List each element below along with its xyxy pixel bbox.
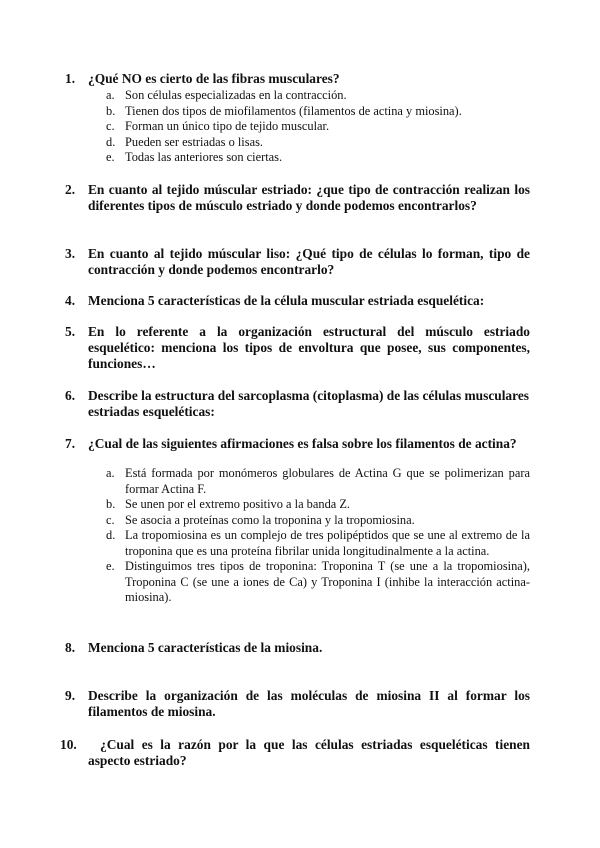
question-1-options — [106, 88, 530, 166]
question-number: 6. — [65, 388, 76, 403]
option-letter: d. — [106, 528, 116, 542]
option-letter: b. — [106, 103, 116, 118]
question-2 — [65, 182, 530, 214]
option-letter: d. — [106, 134, 116, 149]
question-text: ¿Cual es la razón por la que las células estriadas esqueléticas tienen aspecto estriado? — [88, 737, 530, 768]
question-number: 7. — [65, 436, 76, 451]
question-number: 8. — [65, 640, 76, 655]
question-10 — [60, 737, 530, 769]
question-1 — [65, 71, 530, 87]
option-letter: c. — [106, 512, 115, 527]
question-text: Describe la estructura del sarcoplasma (citoplasma) de las células musculares estriadas esqueléticas: — [88, 388, 529, 419]
option-d — [106, 134, 530, 151]
option-text: Está formada por monómeros globulares de Actina G que se polimerizan para formar Actina F. — [125, 466, 530, 496]
option-text: Todas las anteriores son ciertas. — [125, 150, 283, 164]
option-letter: b. — [106, 497, 116, 511]
option-letter: a. — [106, 466, 115, 480]
question-text: ¿Cual de las siguientes afirmaciones es falsa sobre los filamentos de actina? — [88, 436, 517, 451]
option-d — [106, 528, 530, 559]
question-5 — [65, 324, 530, 372]
question-7 — [65, 436, 530, 452]
question-text: Menciona 5 características de la célula muscular estriada esquelética: — [88, 293, 485, 308]
option-text: Tienen dos tipos de miofilamentos (filamentos de actina y miosina). — [125, 103, 462, 118]
question-number: 10. — [60, 737, 77, 752]
option-c — [106, 119, 530, 135]
question-9 — [65, 688, 530, 720]
option-text: Pueden ser estriadas o lisas. — [125, 134, 263, 149]
question-text: En cuanto al tejido múscular estriado: ¿que tipo de contracción realizan los diferentes tipos de músculo estriado y donde podemos encontrarlos? — [88, 182, 530, 213]
question-text: En cuanto al tejido múscular liso: ¿Qué tipo de células lo forman, tipo de contracción y donde podemos encontrarlo? — [88, 246, 530, 277]
question-text: Describe la organización de las moléculas de miosina II al formar los filamentos de miosina. — [88, 688, 530, 719]
option-text: Se asocia a proteínas como la troponina y la tropomiosina. — [125, 512, 415, 527]
option-letter: e. — [106, 559, 115, 573]
question-3 — [65, 246, 530, 278]
option-b — [106, 103, 530, 120]
option-letter: a. — [106, 88, 115, 102]
question-6 — [65, 388, 530, 420]
option-text: Son células especializadas en la contracción. — [125, 88, 347, 102]
question-number: 9. — [65, 688, 76, 703]
option-text: La tropomiosina es un complejo de tres polipéptidos que se une al extremo de la troponina que es una proteína fibrilar unida longitudinalmente a la actina. — [125, 528, 530, 558]
option-e — [106, 559, 530, 606]
question-number: 4. — [65, 293, 76, 308]
question-4 — [65, 293, 530, 309]
question-number: 1. — [65, 71, 76, 86]
option-a — [106, 466, 530, 497]
option-text: Distinguimos tres tipos de troponina: Troponina T (se une a la tropomiosina), Troponina C (se une a iones de Ca) y Troponina I (inhibe la interacción actina-miosina). — [125, 559, 530, 604]
option-text: Se unen por el extremo positivo a la banda Z. — [125, 497, 351, 511]
question-7-options — [106, 466, 530, 606]
option-a — [106, 88, 530, 104]
question-number: 3. — [65, 246, 76, 261]
option-c — [106, 512, 530, 529]
option-letter: c. — [106, 119, 115, 133]
option-text: Forman un único tipo de tejido muscular. — [125, 119, 330, 133]
question-number: 2. — [65, 182, 76, 197]
question-number: 5. — [65, 324, 76, 339]
question-text: Menciona 5 características de la miosina. — [88, 640, 323, 655]
option-e — [106, 150, 530, 166]
option-letter: e. — [106, 150, 115, 164]
question-text: ¿Qué NO es cierto de las fibras musculares? — [88, 71, 340, 86]
question-8 — [65, 640, 530, 656]
option-b — [106, 497, 530, 513]
question-text: En lo referente a la organización estructural del músculo estriado esquelético: menciona los tipos de envoltura que posee, sus componentes, funciones… — [88, 324, 530, 371]
